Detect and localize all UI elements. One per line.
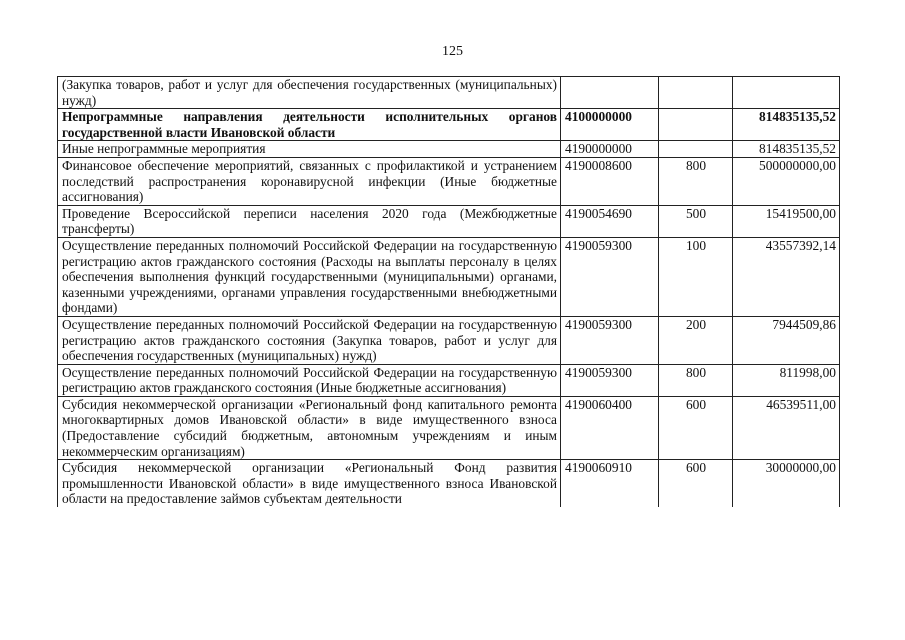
cell-target-code: 4190059300 — [561, 237, 659, 316]
table-row — [58, 77, 840, 109]
table-row — [58, 141, 840, 158]
cell-amount: 500000000,00 — [733, 157, 840, 205]
table-row — [58, 157, 840, 205]
cell-expense-type: 800 — [659, 157, 733, 205]
table-row — [58, 396, 840, 459]
budget-table — [57, 76, 840, 507]
cell-target-code — [561, 77, 659, 109]
cell-expense-type — [659, 109, 733, 141]
cell-target-code: 4190059300 — [561, 364, 659, 396]
cell-name: Осуществление переданных полномочий Российской Федерации на государственную регистрацию актов гражданского состояния (Иные бюджетные ассигнования) — [58, 364, 561, 396]
cell-expense-type: 800 — [659, 364, 733, 396]
cell-target-code: 4190008600 — [561, 157, 659, 205]
table-body — [58, 77, 840, 508]
cell-name: (Закупка товаров, работ и услуг для обеспечения государственных (муниципальных) нужд) — [58, 77, 561, 109]
cell-amount: 46539511,00 — [733, 396, 840, 459]
table-row — [58, 205, 840, 237]
cell-target-code: 4190060910 — [561, 460, 659, 507]
cell-amount: 814835135,52 — [733, 141, 840, 158]
cell-amount: 30000000,00 — [733, 460, 840, 507]
cell-amount: 814835135,52 — [733, 109, 840, 141]
table-row — [58, 460, 840, 507]
cell-amount — [733, 77, 840, 109]
cell-expense-type: 100 — [659, 237, 733, 316]
page-number: 125 — [442, 44, 463, 59]
cell-amount: 43557392,14 — [733, 237, 840, 316]
cell-target-code: 4190060400 — [561, 396, 659, 459]
cell-name: Субсидия некоммерческой организации «Региональный фонд капитального ремонта многоквартирных домов Ивановской области» в виде имущественного взноса (Предоставление субсидий бюджетным, автономным учреждениям и иным некоммерческим организациям) — [58, 396, 561, 459]
cell-name: Субсидия некоммерческой организации «Региональный Фонд развития промышленности Ивановской области» в виде имущественного взноса Ивановской области на предоставление займов субъектам деятельности — [58, 460, 561, 507]
cell-name: Иные непрограммные мероприятия — [58, 141, 561, 158]
cell-name: Финансовое обеспечение мероприятий, связанных с профилактикой и устранением последствий распространения коронавирусной инфекции (Иные бюджетные ассигнования) — [58, 157, 561, 205]
cell-amount: 15419500,00 — [733, 205, 840, 237]
cell-target-code: 4190000000 — [561, 141, 659, 158]
cell-name: Непрограммные направления деятельности исполнительных органов государственной власти Ивановской области — [58, 109, 561, 141]
cell-amount: 7944509,86 — [733, 316, 840, 364]
cell-name: Осуществление переданных полномочий Российской Федерации на государственную регистрацию актов гражданского состояния (Расходы на выплаты персоналу в целях обеспечения выполнения функций государственными (муниципальными) органами, казенными учреждениями, органами управления государственными внебюджетными фондами) — [58, 237, 561, 316]
cell-name: Осуществление переданных полномочий Российской Федерации на государственную регистрацию актов гражданского состояния (Закупка товаров, работ и услуг для обеспечения государственных (муниципальных) нужд) — [58, 316, 561, 364]
cell-name: Проведение Всероссийской переписи населения 2020 года (Межбюджетные трансферты) — [58, 205, 561, 237]
table-row — [58, 364, 840, 396]
cell-expense-type — [659, 77, 733, 109]
cell-expense-type: 500 — [659, 205, 733, 237]
cell-expense-type: 200 — [659, 316, 733, 364]
cell-expense-type: 600 — [659, 396, 733, 459]
cell-amount: 811998,00 — [733, 364, 840, 396]
table-row — [58, 237, 840, 316]
table-row — [58, 109, 840, 141]
cell-expense-type: 600 — [659, 460, 733, 507]
cell-target-code: 4100000000 — [561, 109, 659, 141]
cell-target-code: 4190059300 — [561, 316, 659, 364]
table-row — [58, 316, 840, 364]
cell-expense-type — [659, 141, 733, 158]
cell-target-code: 4190054690 — [561, 205, 659, 237]
